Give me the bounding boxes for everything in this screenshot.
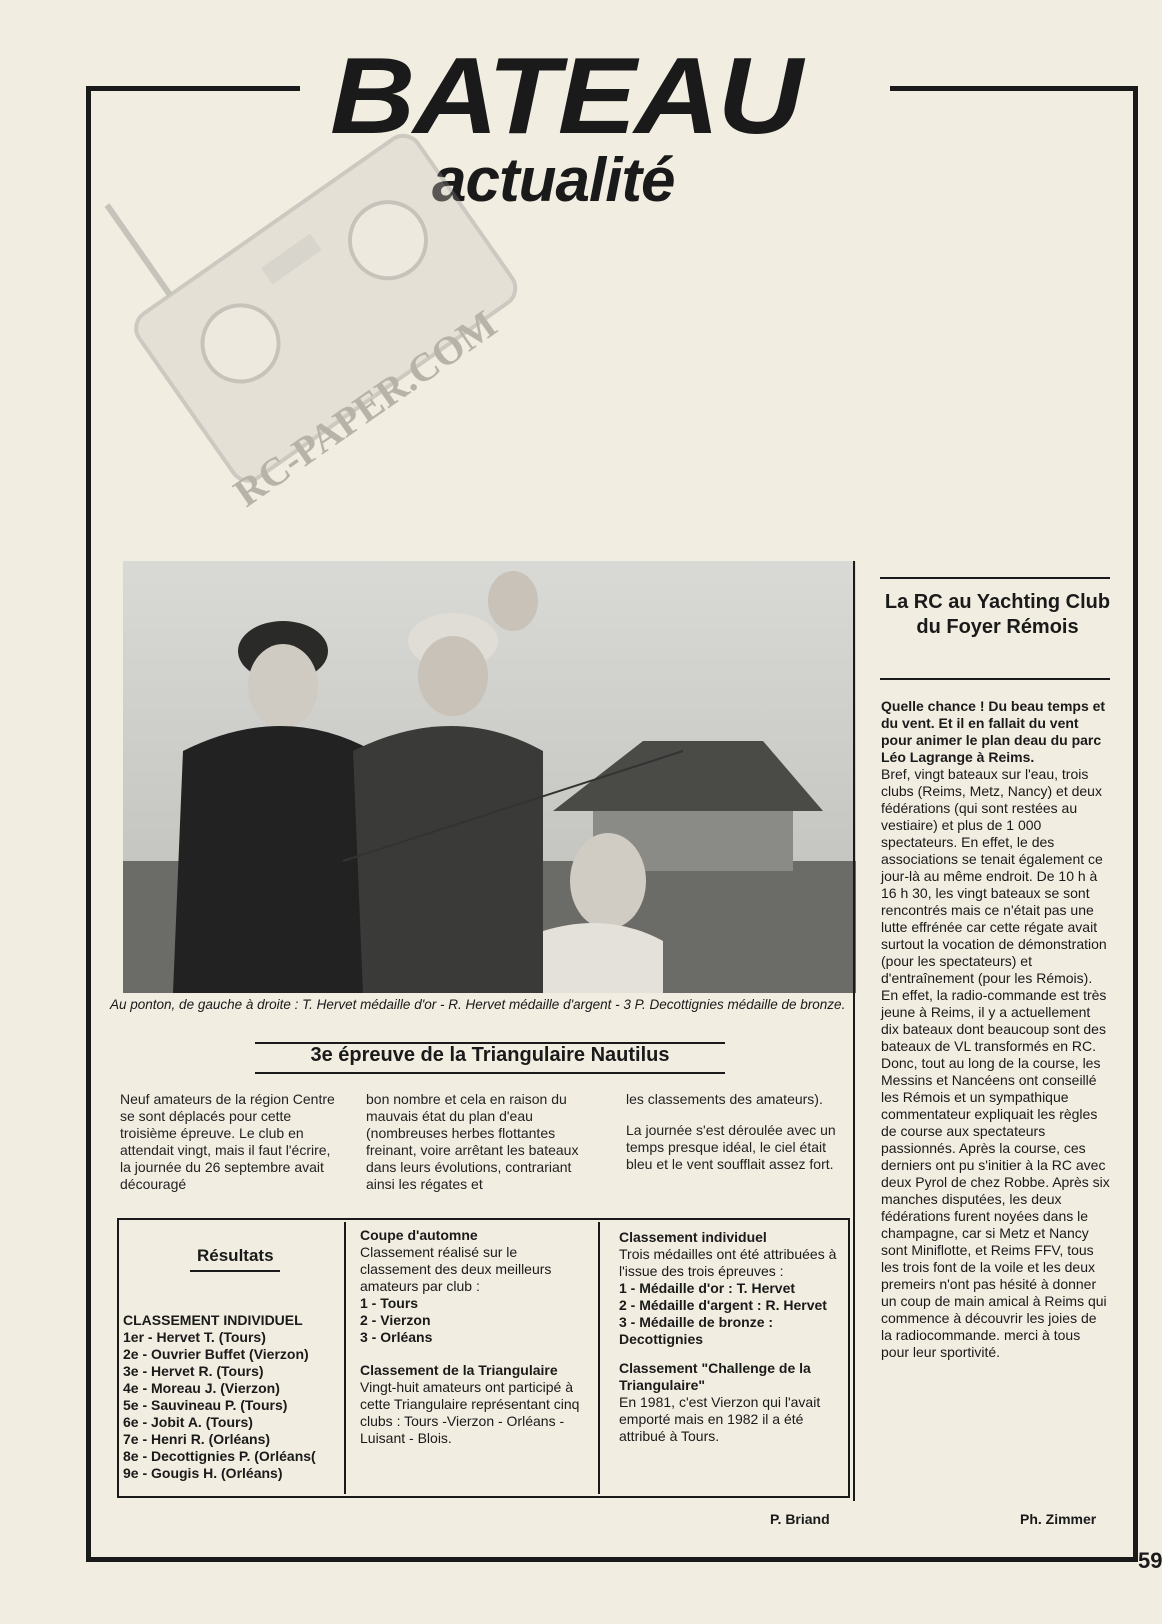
sidebar-content (881, 698, 1111, 1361)
sidebar-body-2: Donc, tout au long de la course, les Messins et Nancéens ont conseillé les Rémois et un sympathique commentateur expliquait les règles de course aux spectateurs passionnés. Après la course, ces derniers ont pu s'initier à la RC avec deux Pyrol de chez Robbe. Après six manches disputées, les deux fédérations furent noyées dans le champagne, car si Metz et Nancy sont Miniflotte, et Reims FFV, tous les trois font de la voile et les deux premeirs n'ont pas hésité à donner un coup de main amical à Reims qui commence à découvrir les joies de la radiocommande. merci à tous pour leur sportivité. (881, 1055, 1110, 1360)
coupe-1: 1 - Tours (360, 1295, 419, 1311)
medal-1: 1 - Médaille d'or : T. Hervet (619, 1280, 796, 1296)
rank-9: 9e - Gougis H. (Orléans) (123, 1465, 283, 1481)
page-subtitle: actualité (432, 146, 675, 215)
results-heading-rule (190, 1270, 280, 1272)
article-col-3-b: La journée s'est déroulée avec un temps presque idéal, le ciel était bleu et le vent soufflait assez fort. (626, 1122, 836, 1172)
rank-5: 5e - Sauvineau P. (Tours) (123, 1397, 288, 1413)
watermark-text: RC-PAPER.COM (225, 301, 505, 516)
rank-1: 1er - Hervet T. (Tours) (123, 1329, 266, 1345)
classement-individuel-medailles (619, 1229, 844, 1445)
rank-6: 6e - Jobit A. (Tours) (123, 1414, 253, 1430)
sidebar-signature: Ph. Zimmer (1020, 1511, 1097, 1527)
indiv-text: Trois médailles ont été attribuées à l'issue des trois épreuves : (619, 1246, 837, 1279)
photo (123, 561, 856, 993)
sidebar-rule-bottom (880, 678, 1110, 680)
challenge-text: En 1981, c'est Vierzon qui l'avait emporté mais en 1982 il a été attribué à Tours. (619, 1394, 821, 1444)
sidebar-divider (853, 561, 855, 1501)
rank-8: 8e - Decottignies P. (Orléans( (123, 1448, 316, 1464)
classement-title: CLASSEMENT INDIVIDUEL (123, 1312, 303, 1328)
article-col-1: Neuf amateurs de la région Centre se sont déplacés pour cette troisième épreuve. Le club en attendait vingt, mais il faut l'écrire, la journée du 26 septembre avait découragé (120, 1091, 335, 1192)
indiv-title: Classement individuel (619, 1229, 767, 1245)
rank-2: 2e - Ouvrier Buffet (Vierzon) (123, 1346, 309, 1362)
classement-individuel (123, 1312, 348, 1482)
sidebar-body: Bref, vingt bateaux sur l'eau, trois clubs (Reims, Metz, Nancy) et deux fédérations (qui sont restées au vestiaire) et plus de 1 000 spectateurs. En effet, le des associations se tenait également ce jour-là au même endroit. De 10 h à 16 h 30, les vingt bateaux se sont rencontrés mais ce n'était pas une lutte effrénée car cette régate avait surtout la vocation de démonstration (pour les spectateurs) et d'entraînement (pour les Rémois). En effet, la radio-commande est très jeune à Reims, il y a actuellement dix bateaux dont beaucoup sont des bateaux de VL transformés en RC. (881, 766, 1107, 1054)
rank-3: 3e - Hervet R. (Tours) (123, 1363, 264, 1379)
rank-7: 7e - Henri R. (Orléans) (123, 1431, 271, 1447)
coupe-text: Classement réalisé sur le classement des deux meilleurs amateurs par club : (360, 1244, 552, 1294)
results-divider-2 (598, 1222, 600, 1494)
article-title: 3e épreuve de la Triangulaire Nautilus (310, 1044, 670, 1066)
medal-2: 2 - Médaille d'argent : R. Hervet (619, 1297, 827, 1313)
page-number: 59 (1138, 1548, 1162, 1573)
medal-3: 3 - Médaille de bronze : Decottignies (619, 1314, 774, 1347)
article-signature: P. Briand (770, 1511, 830, 1527)
sidebar-lead: Quelle chance ! Du beau temps et du vent. Et il en fallait du vent pour animer le plan deau du parc Léo Lagrange à Reims. (881, 698, 1106, 765)
results-heading: Résultats (197, 1246, 274, 1265)
rc-paper-watermark (110, 90, 530, 516)
photo-image (123, 561, 856, 993)
challenge-title: Classement "Challenge de la Triangulaire" (619, 1360, 811, 1393)
article-col-3-a: les classements des amateurs). (626, 1091, 823, 1107)
coupe-2: 2 - Vierzon (360, 1312, 431, 1328)
photo-caption: Au ponton, de gauche à droite : T. Hervet médaille d'or - R. Hervet médaille d'argent - 3 P. Decottignies médaille de bronze. (110, 997, 846, 1012)
coupe-title: Coupe d'automne (360, 1227, 478, 1243)
page-title: BATEAU (330, 35, 801, 158)
coupe-automne (360, 1227, 590, 1447)
title-rule-bottom (255, 1072, 725, 1074)
tri-text: Vingt-huit amateurs ont participé à cette Triangulaire représentant cinq clubs : Tours -Vierzon - Orléans - Luisant - Blois. (360, 1379, 580, 1446)
rank-4: 4e - Moreau J. (Vierzon) (123, 1380, 280, 1396)
article-col-2: bon nombre et cela en raison du mauvais état du plan d'eau (nombreuses herbes flottantes freinant, voire arrêtant les bateaux dans leurs évolutions, contrariant ainsi les régates et (366, 1091, 579, 1192)
tri-title: Classement de la Triangulaire (360, 1362, 558, 1378)
sidebar-title: La RC au Yachting Club du Foyer Rémois (884, 591, 1111, 638)
article-col-3 (626, 1091, 846, 1173)
coupe-3: 3 - Orléans (360, 1329, 433, 1345)
sidebar-rule-top (880, 577, 1110, 579)
